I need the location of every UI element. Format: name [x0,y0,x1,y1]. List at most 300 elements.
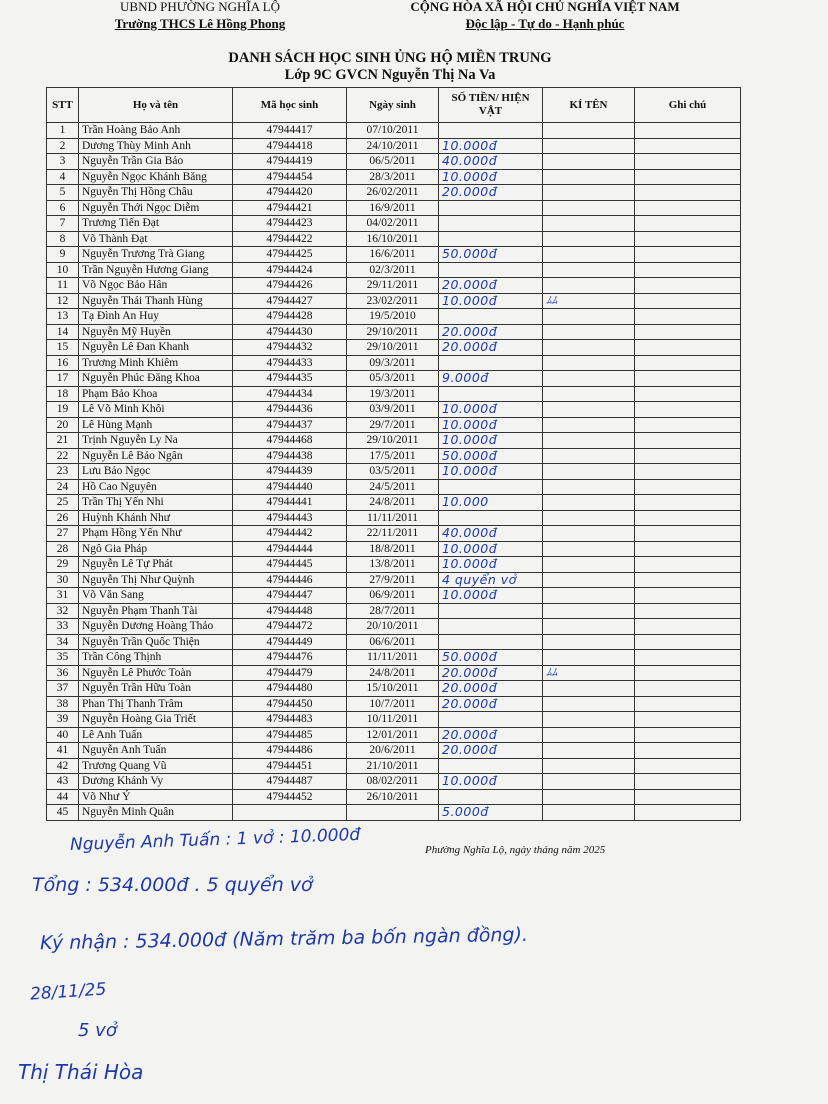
row-name: Lê Anh Tuấn [79,727,233,743]
row-stt: 27 [47,526,79,542]
row-stt: 44 [47,789,79,805]
row-dob: 13/8/2011 [347,557,439,573]
row-stt: 40 [47,727,79,743]
row-note [635,789,741,805]
row-note [635,727,741,743]
row-dob: 27/9/2011 [347,572,439,588]
row-note [635,758,741,774]
row-note [635,805,741,821]
row-sign [543,712,635,728]
row-code: 47944485 [233,727,347,743]
row-sign [543,495,635,511]
row-stt: 31 [47,588,79,604]
row-code: 47944486 [233,743,347,759]
table-row [47,789,741,805]
row-dob: 17/5/2011 [347,448,439,464]
table-row [47,216,741,232]
row-money: 10.000đ [439,293,543,309]
row-name: Trần Hoàng Bảo Anh [79,123,233,139]
row-name: Phạm Bảo Khoa [79,386,233,402]
row-name: Dương Thùy Minh Anh [79,138,233,154]
row-sign [543,634,635,650]
table-row [47,154,741,170]
table-row [47,355,741,371]
row-note [635,572,741,588]
row-code: 47944443 [233,510,347,526]
row-note [635,619,741,635]
row-dob: 29/7/2011 [347,417,439,433]
row-note [635,495,741,511]
row-money [439,309,543,325]
row-stt: 2 [47,138,79,154]
row-money: 10.000đ [439,169,543,185]
row-dob: 05/3/2011 [347,371,439,387]
row-name: Ngô Gia Pháp [79,541,233,557]
table-row [47,712,741,728]
row-note [635,278,741,294]
row-sign [543,402,635,418]
row-money [439,355,543,371]
row-money [439,262,543,278]
row-note [635,355,741,371]
title-main: DANH SÁCH HỌC SINH ỦNG HỘ MIỀN TRUNG [228,50,552,66]
row-name: Dương Khánh Vy [79,774,233,790]
row-dob: 16/10/2011 [347,231,439,247]
org-name: UBND PHƯỜNG NGHĨA LỘ [120,0,280,14]
row-code: 47944433 [233,355,347,371]
table-row [47,727,741,743]
row-money: 20.000đ [439,278,543,294]
row-sign [543,433,635,449]
row-note [635,603,741,619]
row-code: 47944432 [233,340,347,356]
row-dob: 29/10/2011 [347,433,439,449]
row-stt: 19 [47,402,79,418]
row-name: Nguyễn Thị Hồng Châu [79,185,233,201]
row-note [635,340,741,356]
row-stt: 34 [47,634,79,650]
row-code: 47944430 [233,324,347,340]
row-stt: 18 [47,386,79,402]
row-code: 47944440 [233,479,347,495]
row-note [635,309,741,325]
row-money: 20.000đ [439,340,543,356]
row-name: Nguyễn Minh Quân [79,805,233,821]
row-stt: 35 [47,650,79,666]
row-dob: 11/11/2011 [347,510,439,526]
row-code: 47944479 [233,665,347,681]
row-sign: ﾑﾑ [543,293,635,309]
row-stt: 1 [47,123,79,139]
school-name: Trường THCS Lê Hồng Phong [114,16,286,31]
row-name: Nguyễn Mỹ Huyền [79,324,233,340]
table-row [47,402,741,418]
row-code: 47944434 [233,386,347,402]
row-name: Phan Thị Thanh Trâm [79,696,233,712]
motto: Độc lập - Tự do - Hạnh phúc [465,16,625,31]
row-name: Trần Thị Yến Nhi [79,495,233,511]
table-row [47,805,741,821]
row-sign [543,805,635,821]
row-money [439,200,543,216]
row-sign [543,231,635,247]
row-sign [543,681,635,697]
row-code: 47944449 [233,634,347,650]
row-name: Nguyễn Anh Tuấn [79,743,233,759]
row-note [635,231,741,247]
row-name: Nguyễn Trần Gia Bảo [79,154,233,170]
row-name: Phạm Hồng Yến Như [79,526,233,542]
row-sign [543,588,635,604]
table-row [47,665,741,681]
row-note [635,479,741,495]
row-code: 47944450 [233,696,347,712]
handwritten-total: Tổng : 534.000đ . 5 quyển vở [32,874,313,896]
row-name: Nguyễn Ngọc Khánh Băng [79,169,233,185]
table-row [47,247,741,263]
row-note [635,510,741,526]
row-code: 47944447 [233,588,347,604]
row-note [635,774,741,790]
table-row [47,324,741,340]
row-stt: 23 [47,464,79,480]
nation-name: CỘNG HÒA XÃ HỘI CHỦ NGHĨA VIỆT NAM [410,0,680,14]
row-sign [543,619,635,635]
row-stt: 32 [47,603,79,619]
row-stt: 25 [47,495,79,511]
row-note [635,557,741,573]
row-name: Nguyễn Lê Tự Phát [79,557,233,573]
table-header-row [47,88,741,123]
row-name: Nguyễn Lê Đan Khanh [79,340,233,356]
row-code: 47944487 [233,774,347,790]
row-code: 47944423 [233,216,347,232]
row-name: Trần Công Thịnh [79,650,233,666]
row-name: Nguyễn Phạm Thanh Tài [79,603,233,619]
row-note [635,402,741,418]
row-code: 47944483 [233,712,347,728]
row-money [439,216,543,232]
table-row [47,371,741,387]
row-name: Huỳnh Khánh Như [79,510,233,526]
student-table [46,87,741,821]
header-stt: STT [47,88,79,123]
row-dob: 06/9/2011 [347,588,439,604]
header-name: Họ và tên [79,88,233,123]
row-name: Võ Như Ý [79,789,233,805]
row-code: 47944426 [233,278,347,294]
row-stt: 4 [47,169,79,185]
row-money [439,603,543,619]
table-row [47,588,741,604]
row-sign [543,774,635,790]
row-dob: 10/7/2011 [347,696,439,712]
row-sign [543,262,635,278]
row-stt: 45 [47,805,79,821]
row-money [439,123,543,139]
row-money: 10.000đ [439,588,543,604]
row-stt: 24 [47,479,79,495]
row-sign [543,789,635,805]
table-row [47,293,741,309]
row-code: 47944441 [233,495,347,511]
row-name: Nguyễn Trương Trà Giang [79,247,233,263]
row-money: 10.000đ [439,417,543,433]
row-stt: 15 [47,340,79,356]
row-name: Lưu Bảo Ngọc [79,464,233,480]
row-money: 50.000đ [439,650,543,666]
row-money [439,758,543,774]
row-money: 40.000đ [439,154,543,170]
document-title [160,50,620,84]
row-note [635,681,741,697]
row-sign [543,247,635,263]
row-name: Tạ Đình An Huy [79,309,233,325]
row-code: 47944420 [233,185,347,201]
row-sign [543,650,635,666]
row-money: 4 quyển vở [439,572,543,588]
table-row [47,464,741,480]
row-dob: 06/6/2011 [347,634,439,650]
row-sign [543,448,635,464]
row-code: 47944438 [233,448,347,464]
row-stt: 10 [47,262,79,278]
row-code: 47944446 [233,572,347,588]
row-sign [543,278,635,294]
row-note [635,154,741,170]
table-row [47,185,741,201]
row-note [635,123,741,139]
table-row [47,278,741,294]
row-money: 40.000đ [439,526,543,542]
row-code [233,805,347,821]
row-dob: 28/7/2011 [347,603,439,619]
row-sign [543,557,635,573]
table-body [47,123,741,821]
row-note [635,541,741,557]
row-sign [543,743,635,759]
row-money: 10.000đ [439,464,543,480]
row-code: 47944427 [233,293,347,309]
row-money [439,386,543,402]
table-row [47,123,741,139]
row-stt: 22 [47,448,79,464]
row-sign [543,371,635,387]
row-code: 47944451 [233,758,347,774]
row-dob: 06/5/2011 [347,154,439,170]
date-line: Phường Nghĩa Lộ, ngày tháng năm 2025 [425,844,606,856]
row-name: Trịnh Nguyễn Ly Na [79,433,233,449]
row-note [635,464,741,480]
table-row [47,309,741,325]
row-code: 47944417 [233,123,347,139]
row-sign [543,696,635,712]
row-sign [543,169,635,185]
row-dob: 03/9/2011 [347,402,439,418]
row-code: 47944445 [233,557,347,573]
row-code: 47944476 [233,650,347,666]
row-money: 20.000đ [439,665,543,681]
row-money: 9.000đ [439,371,543,387]
row-note [635,200,741,216]
row-note [635,743,741,759]
table-row [47,541,741,557]
row-code: 47944448 [233,603,347,619]
row-name: Nguyễn Lê Bảo Ngân [79,448,233,464]
row-dob: 02/3/2011 [347,262,439,278]
row-note [635,712,741,728]
row-dob: 24/10/2011 [347,138,439,154]
table-row [47,200,741,216]
row-money: 10.000đ [439,433,543,449]
table-row [47,557,741,573]
row-money: 20.000đ [439,681,543,697]
row-stt: 43 [47,774,79,790]
table-row [47,619,741,635]
row-dob: 08/02/2011 [347,774,439,790]
row-stt: 8 [47,231,79,247]
row-money [439,231,543,247]
table-row [47,510,741,526]
row-name: Trương Minh Khiêm [79,355,233,371]
header-money: SỐ TIỀN/ HIỆN VẬT [439,88,543,123]
row-sign: ﾑﾑ [543,665,635,681]
handwritten-date: 28/11/25 [29,979,107,1005]
row-stt: 28 [47,541,79,557]
row-sign [543,572,635,588]
row-note [635,293,741,309]
row-dob: 11/11/2011 [347,650,439,666]
row-stt: 5 [47,185,79,201]
row-name: Hồ Cao Nguyên [79,479,233,495]
row-code: 47944435 [233,371,347,387]
table-row [47,479,741,495]
row-code: 47944424 [233,262,347,278]
row-note [635,634,741,650]
row-dob: 29/10/2011 [347,324,439,340]
handwritten-received: Ký nhận : 534.000đ (Năm trăm ba bốn ngàn đồng). [39,923,529,955]
row-money [439,789,543,805]
table-row [47,696,741,712]
row-dob: 20/10/2011 [347,619,439,635]
row-sign [543,464,635,480]
row-sign [543,200,635,216]
row-name: Nguyễn Trần Quốc Thiện [79,634,233,650]
table-row [47,681,741,697]
row-note [635,138,741,154]
row-stt: 6 [47,200,79,216]
row-sign [543,526,635,542]
row-stt: 38 [47,696,79,712]
table-row [47,526,741,542]
row-stt: 21 [47,433,79,449]
row-name: Lê Võ Minh Khôi [79,402,233,418]
row-name: Nguyễn Dương Hoàng Thảo [79,619,233,635]
row-stt: 16 [47,355,79,371]
row-code: 47944439 [233,464,347,480]
row-dob: 04/02/2011 [347,216,439,232]
row-stt: 30 [47,572,79,588]
row-money: 10.000đ [439,541,543,557]
table-row [47,340,741,356]
row-name: Trương Quang Vũ [79,758,233,774]
row-note [635,247,741,263]
row-stt: 20 [47,417,79,433]
row-dob [347,805,439,821]
row-money: 10.000 [439,495,543,511]
row-note [635,650,741,666]
row-sign [543,309,635,325]
row-stt: 36 [47,665,79,681]
header-note: Ghi chú [635,88,741,123]
row-money: 5.000đ [439,805,543,821]
row-name: Võ Văn Sang [79,588,233,604]
row-note [635,185,741,201]
row-sign [543,727,635,743]
row-name: Võ Thành Đạt [79,231,233,247]
table-row [47,758,741,774]
table-row [47,774,741,790]
header-left [95,0,305,32]
row-sign [543,541,635,557]
row-sign [543,340,635,356]
row-code: 47944422 [233,231,347,247]
row-stt: 33 [47,619,79,635]
row-money: 10.000đ [439,402,543,418]
row-stt: 14 [47,324,79,340]
row-note [635,433,741,449]
row-sign [543,603,635,619]
table-row [47,572,741,588]
row-note [635,386,741,402]
row-dob: 10/11/2011 [347,712,439,728]
row-stt: 41 [47,743,79,759]
table-row [47,433,741,449]
row-dob: 21/10/2011 [347,758,439,774]
row-code: 47944442 [233,526,347,542]
row-stt: 29 [47,557,79,573]
row-dob: 24/8/2011 [347,665,439,681]
row-code: 47944428 [233,309,347,325]
row-dob: 16/9/2011 [347,200,439,216]
row-money: 20.000đ [439,185,543,201]
row-note [635,665,741,681]
table-row [47,743,741,759]
row-money: 20.000đ [439,324,543,340]
row-code: 47944418 [233,138,347,154]
table-row [47,231,741,247]
row-note [635,324,741,340]
row-dob: 15/10/2011 [347,681,439,697]
row-dob: 29/10/2011 [347,340,439,356]
row-money: 20.000đ [439,696,543,712]
row-dob: 16/6/2011 [347,247,439,263]
row-sign [543,386,635,402]
row-name: Nguyễn Hoàng Gia Triết [79,712,233,728]
row-note [635,526,741,542]
signer-name: Thị Thái Hòa [18,1060,144,1084]
row-sign [543,479,635,495]
row-sign [543,185,635,201]
row-dob: 19/5/2010 [347,309,439,325]
table-row [47,417,741,433]
row-name: Nguyễn Thái Thanh Hùng [79,293,233,309]
row-money: 10.000đ [439,557,543,573]
row-sign [543,355,635,371]
row-dob: 20/6/2011 [347,743,439,759]
row-money [439,479,543,495]
row-sign [543,154,635,170]
